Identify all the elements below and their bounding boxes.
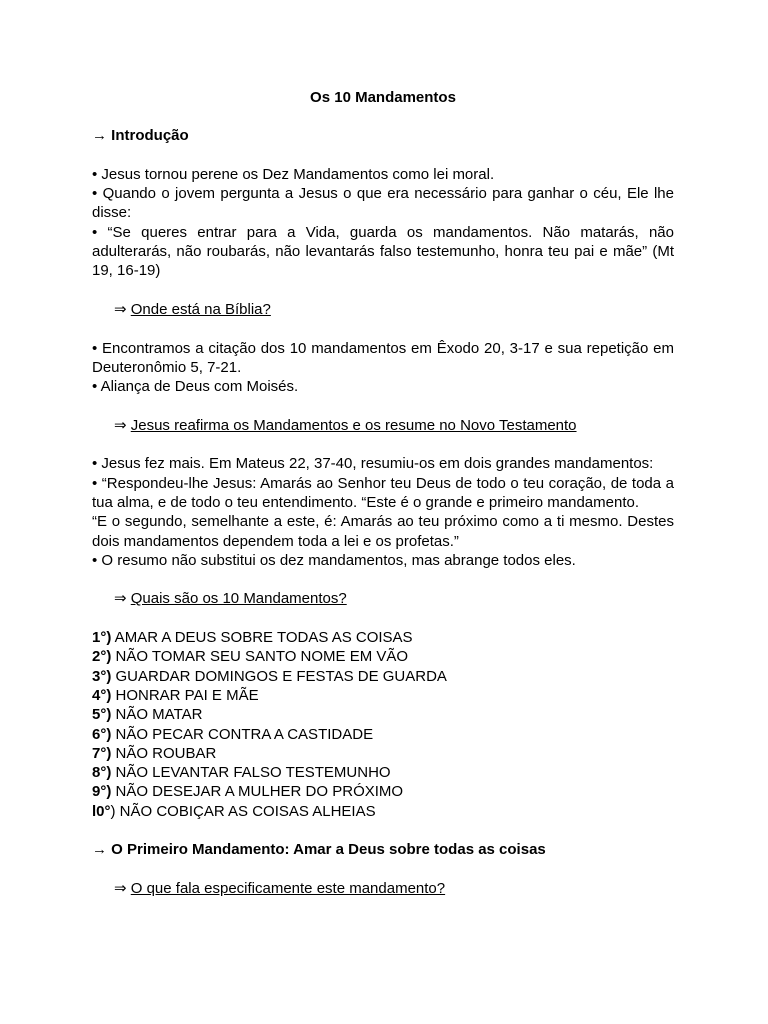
intro-bullet-2: • Quando o jovem pergunta a Jesus o que era necessário para ganhar o céu, Ele lhe disse: (92, 185, 674, 222)
jesus-paragraph: “E o segundo, semelhante a este, é: Amarás ao teu próximo como a ti mesmo. Destes dois mandamentos dependem toda a lei e os profetas.” (92, 513, 674, 550)
double-arrow-icon: ⇒ (114, 416, 127, 434)
jesus-heading: Jesus reafirma os Mandamentos e os resume no Novo Testamento (130, 416, 577, 434)
first-commandment-question: O que fala especificamente este mandamento? (130, 879, 446, 897)
jesus-bullet-3: • O resumo não substitui os dez mandamentos, mas abrange todos eles. (92, 551, 576, 569)
bible-subheading (92, 300, 674, 319)
list-item: 4°) HONRAR PAI E MÃE (92, 686, 259, 704)
list-item: 7°) NÃO ROUBAR (92, 744, 217, 762)
list-heading: Quais são os 10 Mandamentos? (130, 590, 347, 608)
first-commandment-subheading (92, 879, 674, 898)
list-item: 8°) NÃO LEVANTAR FALSO TESTEMUNHO (92, 764, 391, 782)
list-item: 1°) AMAR A DEUS SOBRE TODAS AS COISAS (92, 629, 413, 647)
jesus-bullet-2: • “Respondeu-lhe Jesus: Amarás ao Senhor teu Deus de todo o teu coração, de toda a tua alma, e de todo o teu entendimento. “Este é o grande e primeiro mandamento. (92, 474, 674, 511)
bible-bullet-2: • Aliança de Deus com Moisés. (92, 378, 299, 396)
jesus-subheading (92, 416, 674, 435)
intro-bullet-1: • Jesus tornou perene os Dez Mandamentos como lei moral. (92, 165, 495, 183)
commandments-list (92, 628, 674, 821)
bible-heading: Onde está na Bíblia? (130, 300, 271, 318)
list-item: 9°) NÃO DESEJAR A MULHER DO PRÓXIMO (92, 783, 404, 801)
list-item: 5°) NÃO MATAR (92, 706, 203, 724)
document-page (92, 88, 674, 898)
list-item: 6°) NÃO PECAR CONTRA A CASTIDADE (92, 725, 374, 743)
intro-bullet-3: • “Se queres entrar para a Vida, guarda os mandamentos. Não matarás, não adulterarás, não roubarás, não levantarás falso testemunho, honra teu pai e mãe” (Mt 19, 16-19) (92, 223, 674, 280)
double-arrow-icon: ⇒ (114, 300, 127, 318)
bible-bullet-1: • Encontramos a citação dos 10 mandamentos em Êxodo 20, 3-17 e sua repetição em Deuteronômio 5, 7-21. (92, 339, 674, 376)
jesus-bullet-1: • Jesus fez mais. Em Mateus 22, 37-40, resumiu-os em dois grandes mandamentos: (92, 455, 654, 473)
first-commandment-heading: → O Primeiro Mandamento: Amar a Deus sobre todas as coisas (92, 841, 546, 859)
list-item: 2°) NÃO TOMAR SEU SANTO NOME EM VÃO (92, 648, 409, 666)
document-title: Os 10 Mandamentos (310, 89, 456, 106)
list-subheading (92, 589, 674, 608)
double-arrow-icon: ⇒ (114, 879, 127, 897)
list-item: l0°) NÃO COBIÇAR AS COISAS ALHEIAS (92, 802, 376, 820)
double-arrow-icon: ⇒ (114, 590, 127, 608)
intro-heading: → Introdução (92, 127, 189, 145)
list-item: 3°) GUARDAR DOMINGOS E FESTAS DE GUARDA (92, 667, 447, 685)
